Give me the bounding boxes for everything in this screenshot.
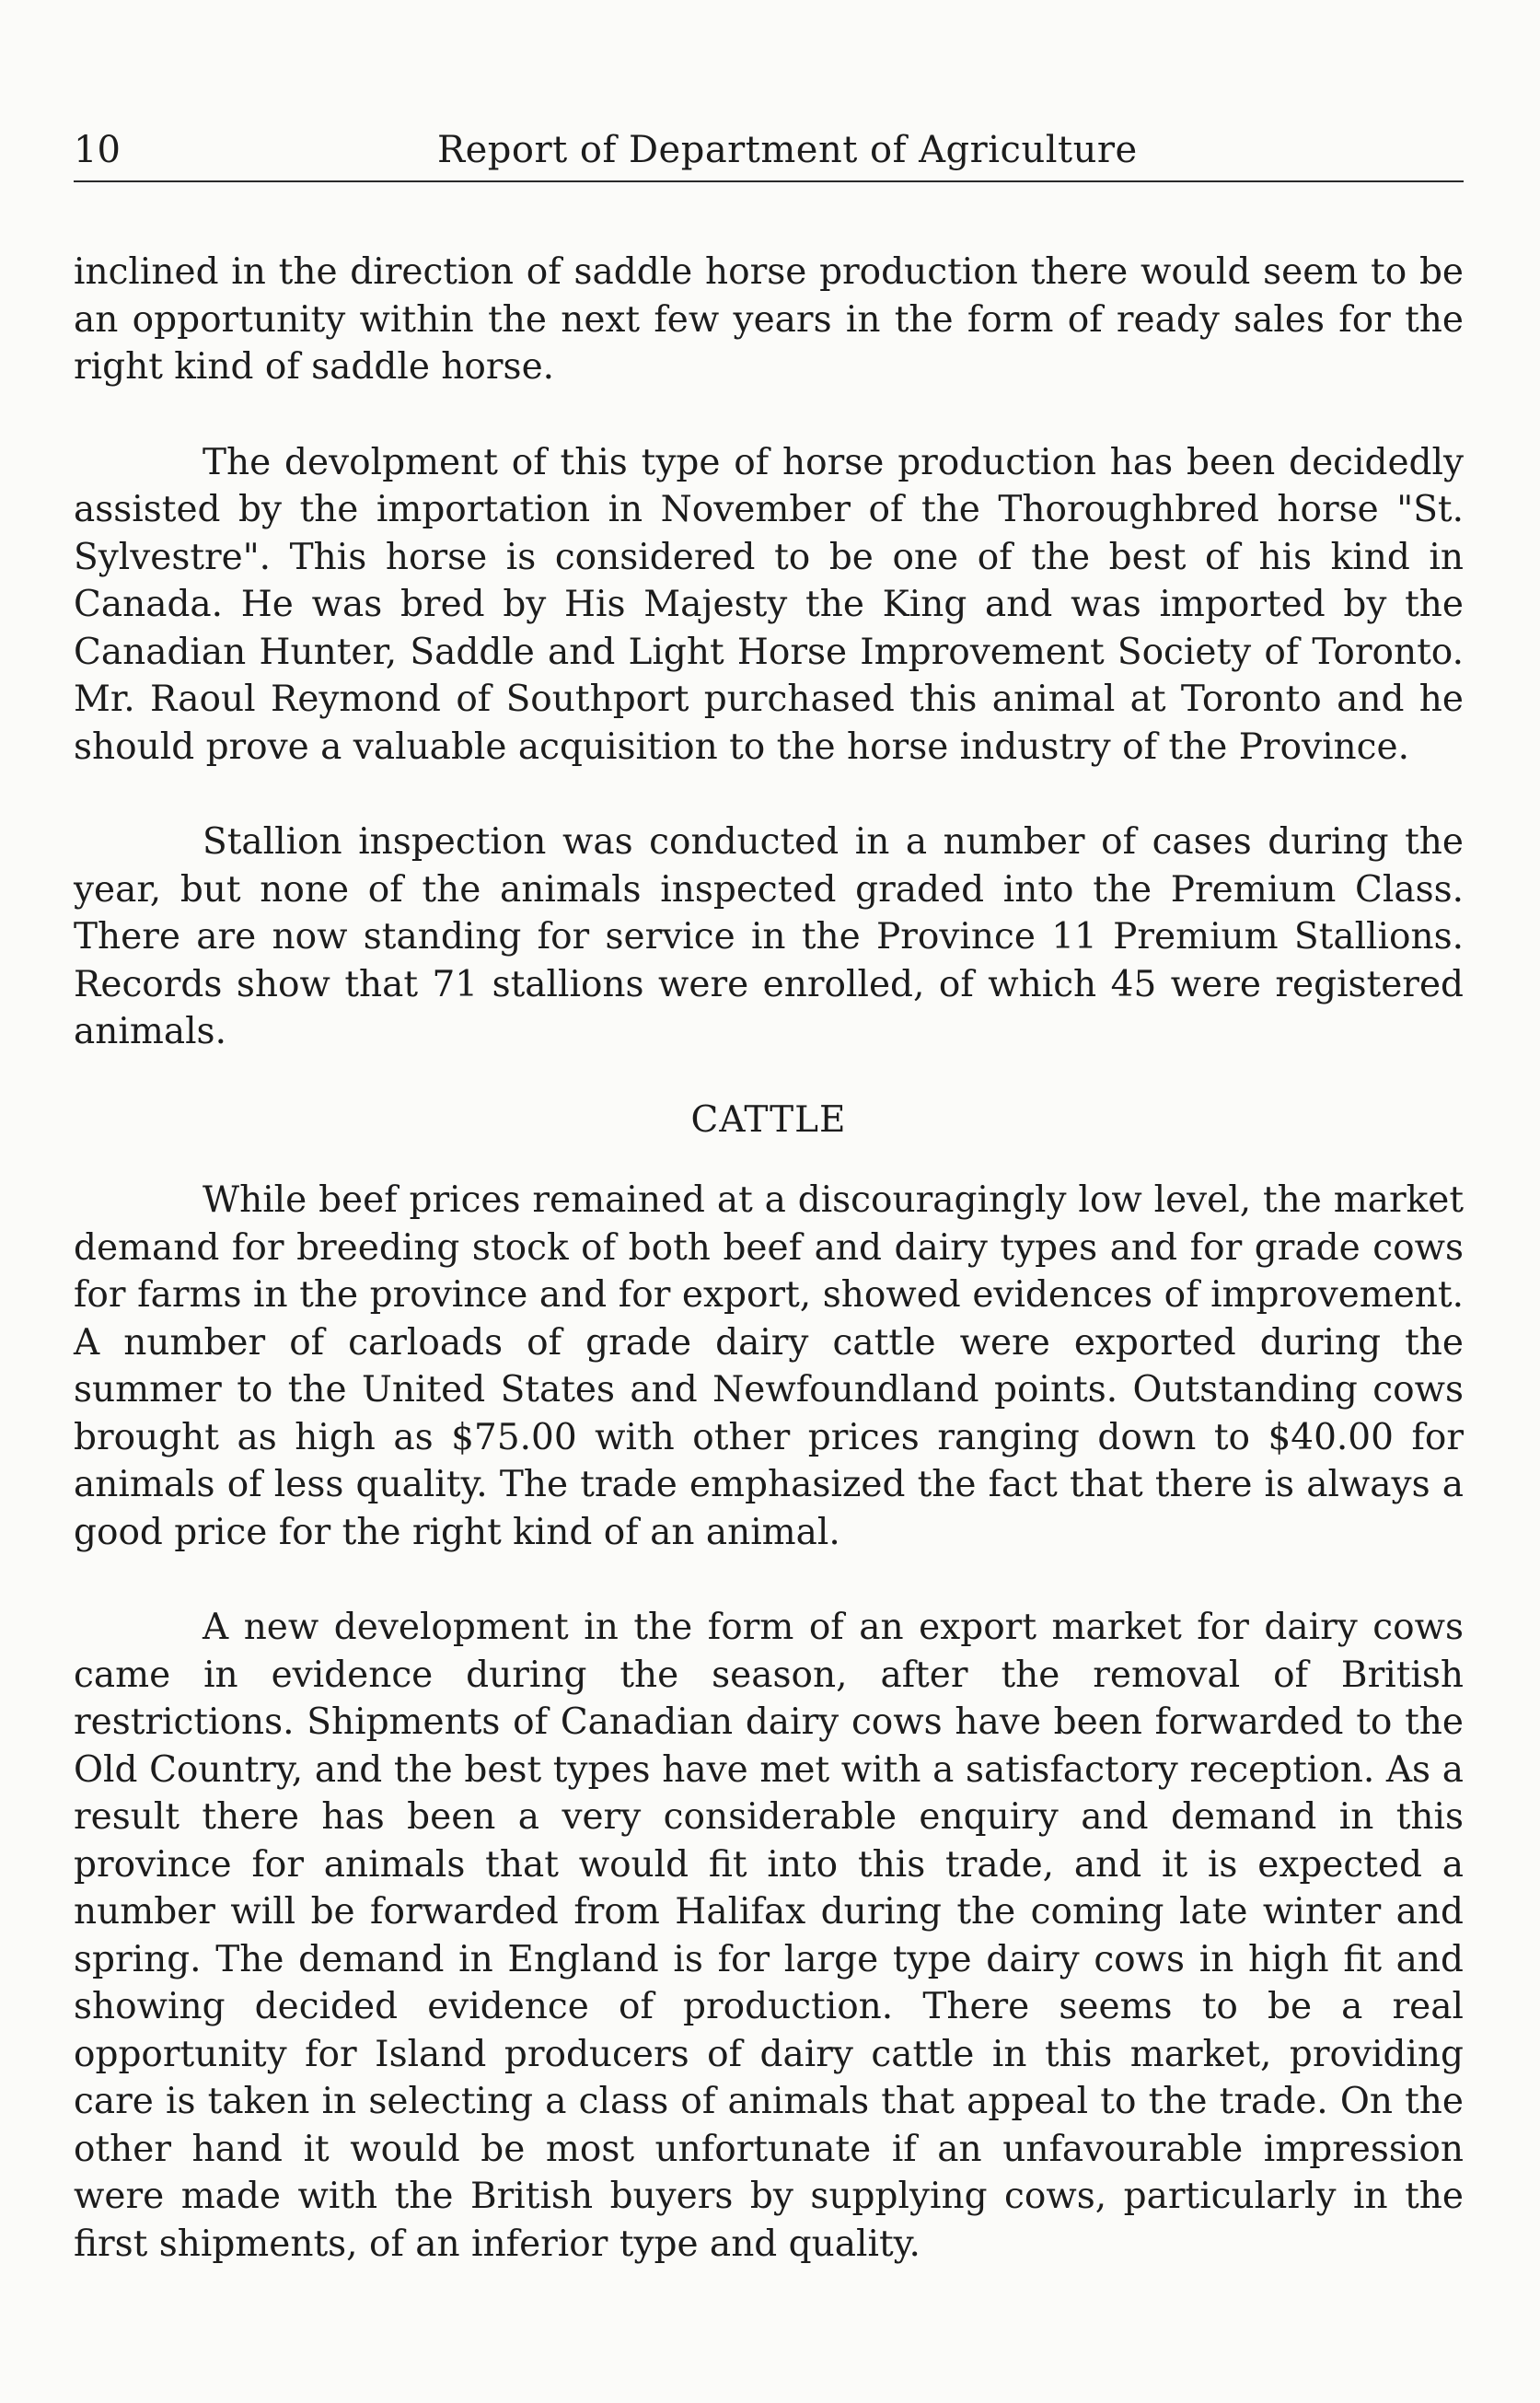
paragraph-stallion-inspection: Stallion inspection was conducted in a number of cases during the year, but none of the animals inspected graded into the Premium Class. There are now standing for service in the Province 11 Premium Stallions. Records show that 71 stallions were enrolled, of which 45 were registered animals. — [74, 821, 1464, 1052]
running-title: Report of Department of Agriculture — [437, 129, 1138, 171]
page-number: 10 — [74, 129, 121, 171]
paragraph-thoroughbred-import: The devolpment of this type of horse production has been decidedly assisted by the importation in November of the Thoroughbred horse "St. Sylvestre". This horse is considered to be one of the best of his kind in Canada. He was bred by His Majesty the King and was imported by the Canadian Hunter, Saddle and Light Horse Improvement Society of Toronto. Mr. Raoul Reymond of Southport purchased this animal at Toronto and he should prove a valuable acquisition to the horse industry of the Province. — [74, 441, 1464, 768]
page-header — [74, 125, 1464, 182]
paragraph-export-market: A new development in the form of an export market for dairy cows came in evidence during the season, after the removal of British restrictions. Shipments of Canadian dairy cows have been forwarded to the Old Country, and the best types have met with a satisfactory reception. As a result there has been a very considerable enquiry and demand in this province for animals that would fit into this trade, and it is expected a number will be forwarded from Halifax during the coming late winter and spring. The demand in England is for large type dairy cows in high fit and showing decided evidence of production. There seems to be a real opportunity for Island producers of dairy cattle in this market, providing care is taken in selecting a class of animals that appeal to the trade. On the other hand it would be most unfortunate if an unfavourable impression were made with the British buyers by supplying cows, particularly in the first shipments, of an inferior type and quality. — [74, 1607, 1464, 2265]
section-heading-cattle: CATTLE — [690, 1098, 847, 1141]
document-page — [74, 0, 1464, 2403]
body-text — [74, 249, 1464, 2268]
paragraph-beef-prices: While beef prices remained at a discouragingly low level, the market demand for breeding stock of both beef and dairy types and for grade cows for farms in the province and for export, showed evidences of improvement. A number of carloads of grade dairy cattle were exported during the summer to the United States and Newfoundland points. Outstanding cows brought as high as $75.00 with other prices ranging down to $40.00 for animals of less quality. The trade emphasized the fact that there is always a good price for the right kind of an animal. — [74, 1179, 1464, 1553]
paragraph-saddle-horse: inclined in the direction of saddle horse production there would seem to be an opportunity within the next few years in the form of ready sales for the right kind of saddle horse. — [74, 251, 1464, 388]
